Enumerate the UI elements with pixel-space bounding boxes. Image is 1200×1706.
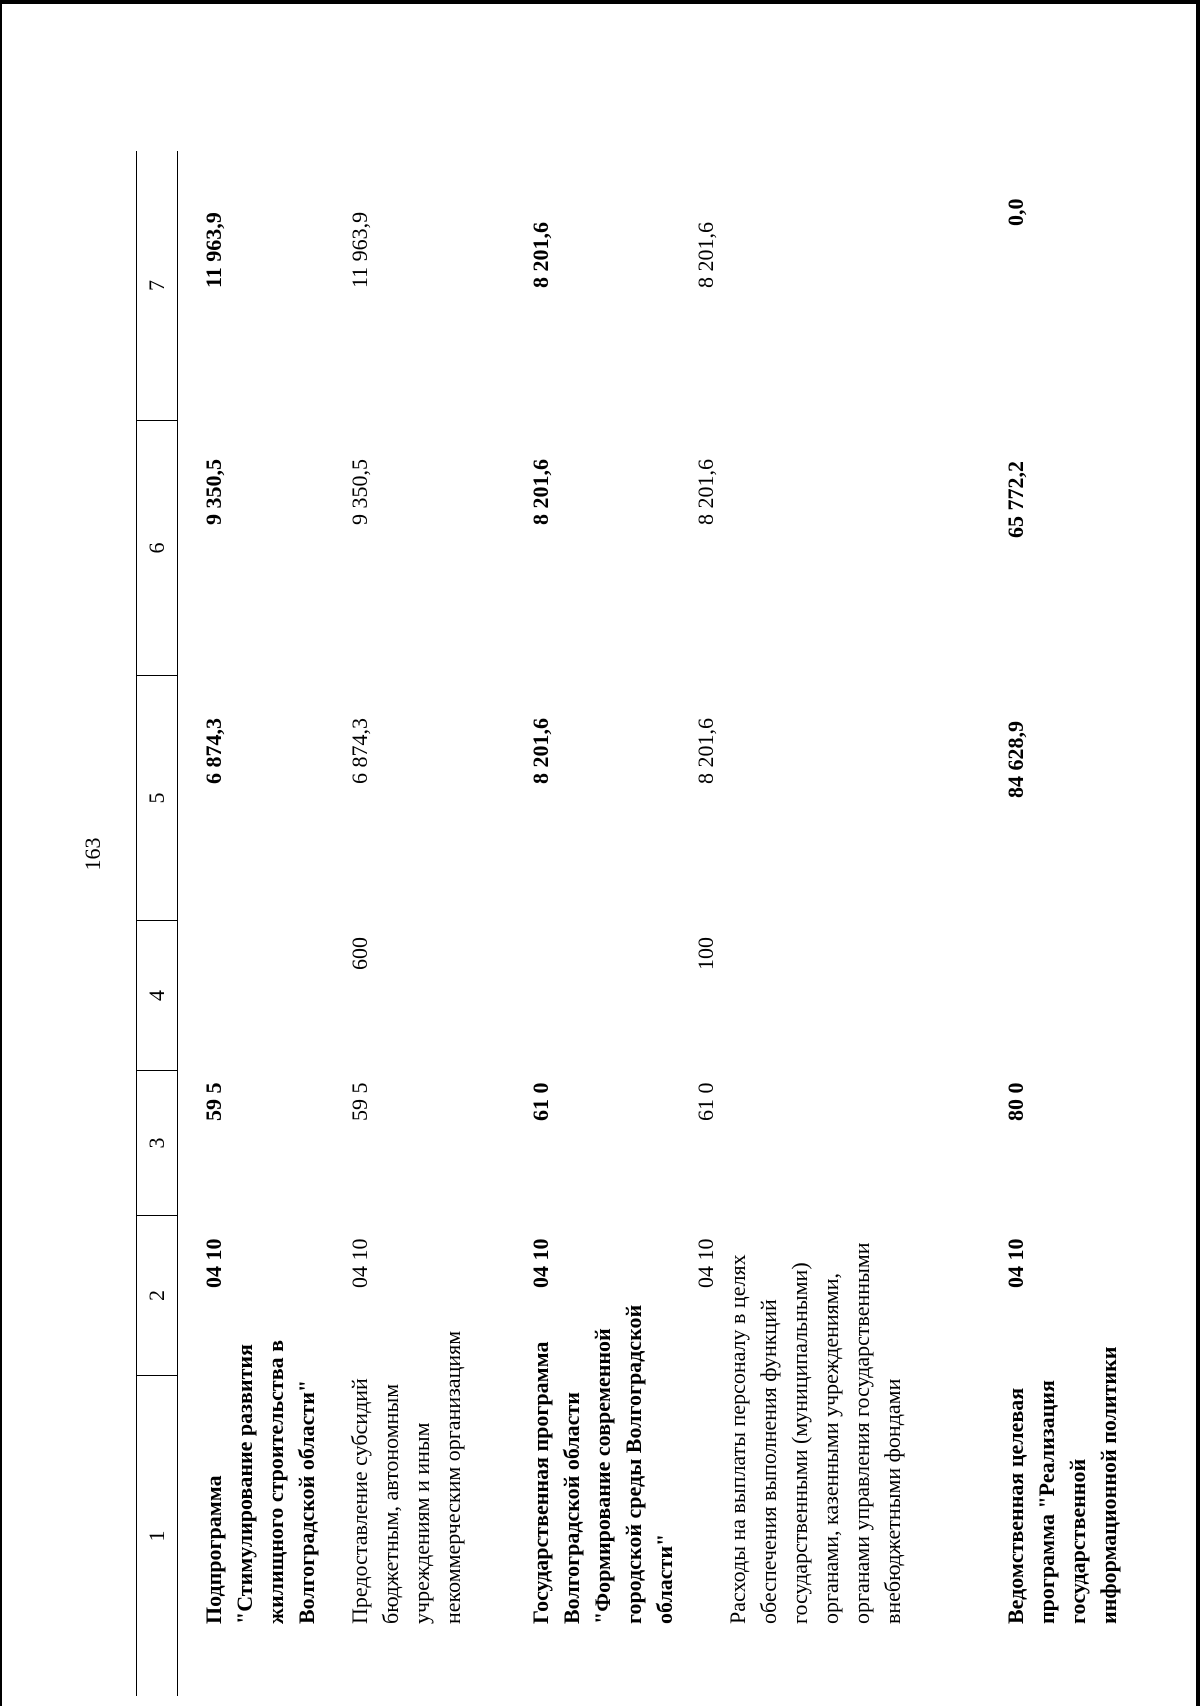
row-value-7: 0,0 bbox=[1003, 198, 1028, 226]
row-value-7: 11 963,9 bbox=[347, 211, 372, 288]
row-value-6: 9 350,5 bbox=[347, 459, 372, 525]
row-description: Государственная программа Волгоградской области "Формирование современной городской среды Волгоградской области" bbox=[528, 1304, 677, 1624]
header-col-2: 2 bbox=[137, 1216, 177, 1376]
row-value-7: 8 201,6 bbox=[528, 222, 553, 288]
row-value-7: 8 201,6 bbox=[693, 222, 718, 288]
row-section: 04 10 bbox=[693, 1238, 718, 1288]
table-row bbox=[198, 151, 328, 1696]
row-target: 59 5 bbox=[201, 1082, 226, 1121]
row-target: 59 5 bbox=[347, 1082, 372, 1121]
header-col-1: 1 bbox=[144, 1530, 169, 1542]
row-section: 04 10 bbox=[528, 1238, 553, 1288]
row-description: Расходы на выплаты персоналу в целях обеспечения выполнения функций государственными (муниципальными) органами, казенными учреждениями, органами управления государственными внебюджетными фондами bbox=[725, 1242, 905, 1624]
header-col-4: 4 bbox=[137, 921, 177, 1071]
row-target: 80 0 bbox=[1003, 1082, 1028, 1121]
row-value-5: 8 201,6 bbox=[693, 718, 718, 784]
row-expense-type: 100 bbox=[693, 937, 718, 970]
table-row bbox=[1000, 151, 1140, 1696]
table-header bbox=[136, 151, 178, 1696]
row-value-5: 6 874,3 bbox=[201, 718, 226, 784]
row-value-5: 6 874,3 bbox=[347, 718, 372, 784]
row-description: Ведомственная целевая программа "Реализация государственной информационной политики bbox=[1003, 1346, 1121, 1624]
row-description: Подпрограмма "Стимулирование развития жилищного строительства в Волгоградской области" bbox=[201, 1340, 319, 1624]
row-section: 04 10 bbox=[201, 1238, 226, 1288]
row-value-5: 84 628,9 bbox=[1003, 721, 1028, 798]
row-value-5: 8 201,6 bbox=[528, 718, 553, 784]
row-value-6: 8 201,6 bbox=[528, 459, 553, 525]
header-col-7: 7 bbox=[137, 151, 177, 421]
row-target: 61 0 bbox=[693, 1082, 718, 1121]
row-target: 61 0 bbox=[528, 1082, 553, 1121]
row-value-6: 65 772,2 bbox=[1003, 461, 1028, 538]
row-section: 04 10 bbox=[1003, 1238, 1028, 1288]
row-section: 04 10 bbox=[347, 1238, 372, 1288]
page-number: 163 bbox=[80, 837, 105, 871]
row-value-6: 8 201,6 bbox=[693, 459, 718, 525]
row-value-7: 11 963,9 bbox=[201, 212, 226, 288]
row-expense-type: 600 bbox=[347, 937, 372, 970]
table-row bbox=[344, 151, 474, 1696]
row-value-6: 9 350,5 bbox=[201, 459, 226, 525]
header-col-6: 6 bbox=[137, 421, 177, 676]
table-row bbox=[693, 151, 952, 1696]
row-description: Предоставление субсидий бюджетным, автономным учреждениям и иным некоммерческим организациям bbox=[347, 1330, 465, 1624]
header-col-5: 5 bbox=[137, 676, 177, 921]
header-col-3: 3 bbox=[137, 1071, 177, 1216]
table-row bbox=[525, 151, 677, 1696]
